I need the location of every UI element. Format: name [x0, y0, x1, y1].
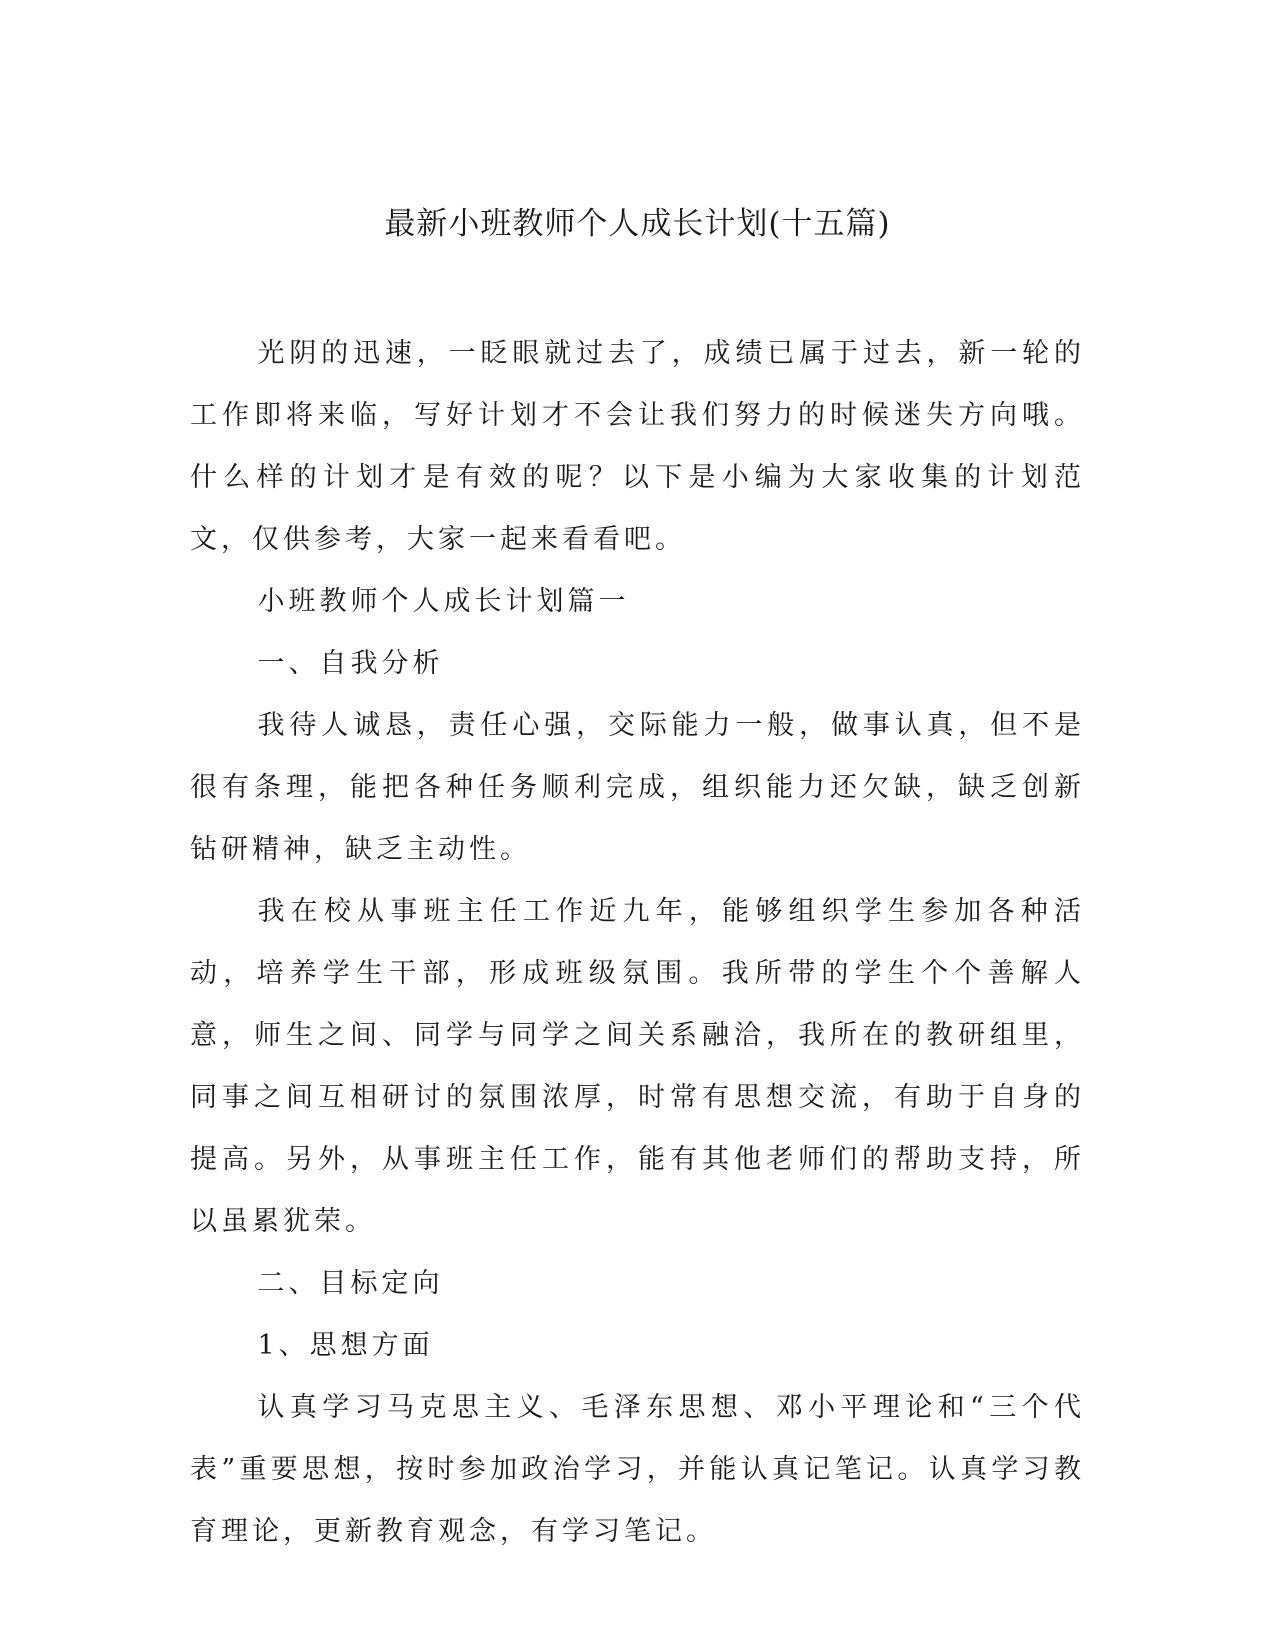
document-title: 最新小班教师个人成长计划(十五篇): [384, 206, 891, 242]
body-paragraph: 我待人诚恳，责任心强，交际能力一般，做事认真，但不是很有条理，能把各种任务顺利完成，组织能力还欠缺，缺乏创新钻研精神，缺乏主动性。: [190, 710, 1085, 865]
body-paragraph: 我在校从事班主任工作近九年，能够组织学生参加各种活动，培养学生干部，形成班级氛围。我所带的学生个个善解人意，师生之间、同学与同学之间关系融洽，我所在的教研组里，同事之间互相研讨的氛围浓厚，时常有思想交流，有助于自身的提高。另外，从事班主任工作，能有其他老师们的帮助支持，所以虽累犹荣。: [190, 896, 1085, 1237]
subsection-heading: 二、目标定向: [257, 1268, 444, 1299]
intro-paragraph: 光阴的迅速，一眨眼就过去了，成绩已属于过去，新一轮的工作即将来临，写好计划才不会让我们努力的时候迷失方向哦。什么样的计划才是有效的呢？以下是小编为大家收集的计划范文，仅供参考，大家一起来看看吧。: [190, 338, 1085, 555]
body-paragraph: 认真学习马克思主义、毛泽东思想、邓小平理论和“三个代表”重要思想，按时参加政治学习，并能认真记笔记。认真学习教育理论，更新教育观念，有学习笔记。: [190, 1392, 1085, 1547]
subsection-heading: 一、自我分析: [257, 648, 444, 679]
subsection-heading: 1、思想方面: [257, 1330, 434, 1361]
section-heading: 小班教师个人成长计划篇一: [257, 586, 630, 617]
document-body: [190, 323, 1085, 1563]
